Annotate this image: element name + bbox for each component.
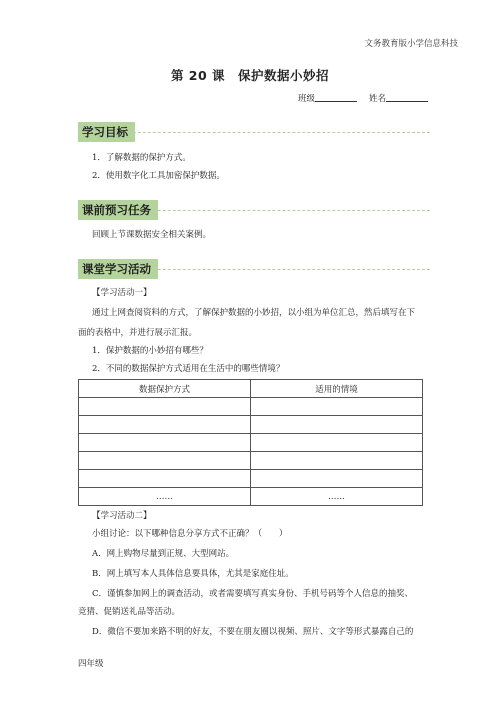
table-cell[interactable]	[251, 452, 423, 470]
table-cell[interactable]	[79, 434, 251, 452]
activity2-label: 【学习活动二】	[92, 511, 152, 521]
table-ellipsis-cell: ……	[79, 488, 251, 506]
option-c-line1: C．谨慎参加网上的调查活动，或者需要填写真实身份、手机号码等个人信息的抽奖、	[92, 589, 414, 599]
table-header-scenario: 适用的情境	[251, 380, 423, 398]
table-cell[interactable]	[251, 398, 423, 416]
name-blank[interactable]	[386, 92, 428, 102]
activity1-intro-line2: 面的表格中，并进行展示汇报。	[78, 328, 198, 338]
table-header-row	[79, 380, 423, 398]
lesson-title: 第 20 课 保护数据小妙招	[170, 68, 330, 83]
table-cell[interactable]	[251, 416, 423, 434]
table-row	[79, 452, 423, 470]
table-cell[interactable]	[79, 416, 251, 434]
table-cell[interactable]	[79, 470, 251, 488]
table-row	[79, 398, 423, 416]
section-activities-heading: 课堂学习活动	[78, 259, 158, 279]
activity1-question-1: 1．保护数据的小妙招有哪些？	[92, 346, 208, 356]
activity1-question-2: 2．不同的数据保护方式适用在生活中的哪些情境？	[92, 364, 285, 374]
section-activities-header	[78, 259, 430, 279]
class-label: 班级	[297, 94, 315, 104]
goal-item-1: 1．了解数据的保护方式。	[92, 153, 191, 163]
option-c-line2: 竞猜、促销送礼品等活动。	[78, 607, 181, 617]
table-cell[interactable]	[251, 470, 423, 488]
table-header-method: 数据保护方式	[79, 380, 251, 398]
section-preview-heading: 课前预习任务	[78, 200, 158, 220]
class-name-line	[298, 92, 428, 104]
section-goals-header	[78, 122, 430, 142]
goal-item-2: 2．使用数字化工具加密保护数据。	[92, 171, 225, 181]
table-row	[79, 434, 423, 452]
table-row-ellipsis	[79, 488, 423, 506]
table-cell[interactable]	[79, 398, 251, 416]
section-goals-heading: 学习目标	[78, 122, 135, 142]
table-cell[interactable]	[251, 434, 423, 452]
section-preview-header	[78, 200, 430, 220]
preview-text: 回顾上节课数据安全相关案例。	[92, 230, 212, 240]
class-blank[interactable]	[315, 92, 357, 102]
activity1-label: 【学习活动一】	[92, 288, 152, 298]
activity2-question: 小组讨论：以下哪种信息分享方式不正确？（ ）	[92, 529, 288, 539]
grade-footer: 四年级	[78, 659, 104, 669]
name-label: 姓名	[368, 94, 386, 104]
table-ellipsis-cell: ……	[251, 488, 423, 506]
table-row	[79, 416, 423, 434]
table-cell[interactable]	[79, 452, 251, 470]
option-b: B．网上填写本人具体信息要具体，尤其是家庭住址。	[92, 569, 294, 579]
option-a: A．网上购物尽量到正规、大型网站。	[92, 549, 235, 559]
option-d-line1: D．微信不要加来路不明的好友，不要在朋友圈以视频、照片、文字等形式暴露自己的	[92, 627, 414, 637]
publisher-header: 文务教育版小学信息科技	[364, 39, 458, 49]
activity1-intro-line1: 通过上网查阅资料的方式，了解保护数据的小妙招，以小组为单位汇总，然后填写在下	[92, 308, 416, 318]
protection-methods-table	[78, 379, 423, 506]
table-row	[79, 470, 423, 488]
